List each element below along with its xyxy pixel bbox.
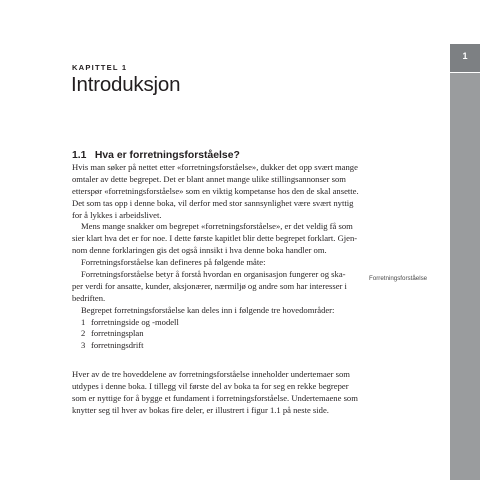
text-line: sier klart hva det er for noe. I dette første kapitlet blir dette begrepet forklart. Gjen- [72,233,358,244]
text-line: Hvis man søker på nettet etter «forretningsforståelse», dukker det opp svært mange [72,162,358,172]
paragraph [72,257,368,269]
definition-paragraph [72,269,368,305]
list-item [72,328,368,340]
list-item-number: 1 [81,316,86,327]
body-text-continued [72,369,368,417]
margin-note: Forretningsforståelse [369,275,428,282]
text-line: utdypes i denne boka. I tillegg vil første del av boka ta for seg en rekke begreper [72,380,349,391]
paragraph [72,369,368,417]
chapter-tab-divider [450,72,480,73]
section-heading [72,150,240,161]
paragraph [72,305,368,317]
list-item-number: 3 [81,340,86,351]
text-line: som er nyttige for å bygge et fundament i forretningsforståelse. Undertemaene som [72,392,358,403]
text-line: nom denne forklaringen gis det også innsikt i hva denne boka handler om. [72,245,327,256]
text-line: knytter seg til hver av bokas fire deler, er illustrert i figur 1.1 på neste side. [72,404,329,415]
list-item-text: forretningsplan [91,328,144,339]
chapter-tab-strip [450,44,480,480]
text-line: per verdi for ansatte, kunder, aksjonærer, nærmiljø og andre som har interesser i [72,280,347,291]
text-line: Forretningsforståelse kan defineres på følgende måte: [81,257,266,268]
list-item [72,340,368,352]
text-line: Mens mange snakker om begrepet «forretningsforståelse», er det veldig få som [81,221,353,232]
text-line: omtaler av dette begrepet. Det er blant annet mange ulike stillingsannonser som [72,173,346,184]
list-item-text: forretningsdrift [91,340,144,351]
list-item-number: 2 [81,328,86,339]
text-line: for å lykkes i arbeidslivet. [72,209,162,220]
numbered-list [72,317,368,353]
list-item-text: forretningside og -modell [91,316,179,327]
text-line: Forretningsforståelse betyr å forstå hvordan en organisasjon fungerer og ska- [81,269,346,280]
list-item [72,317,368,329]
body-text [72,162,368,352]
paragraph [72,221,368,257]
text-line: Det som tas opp i denne boka, vil derfor med stor sannsynlighet være svært nyttig [72,197,354,208]
text-line: Hver av de tre hoveddelene av forretningsforståelse inneholder undertemaer som [72,369,350,379]
text-line: bedriften. [72,292,106,303]
section-title: Hva er forretningsforståelse? [94,150,240,161]
text-line: etterspør «forretningsforståelse» som en viktig kompetanse hos den de skal ansette. [72,185,359,196]
section-number: 1.1 [72,150,87,161]
text-line: Begrepet forretningsforståelse kan deles inn i følgende tre hovedområder: [81,304,335,315]
chapter-label: KAPITTEL 1 [72,63,128,72]
chapter-tab-number: 1 [462,51,468,61]
chapter-title: Introduksjon [71,73,181,96]
paragraph [72,162,368,221]
